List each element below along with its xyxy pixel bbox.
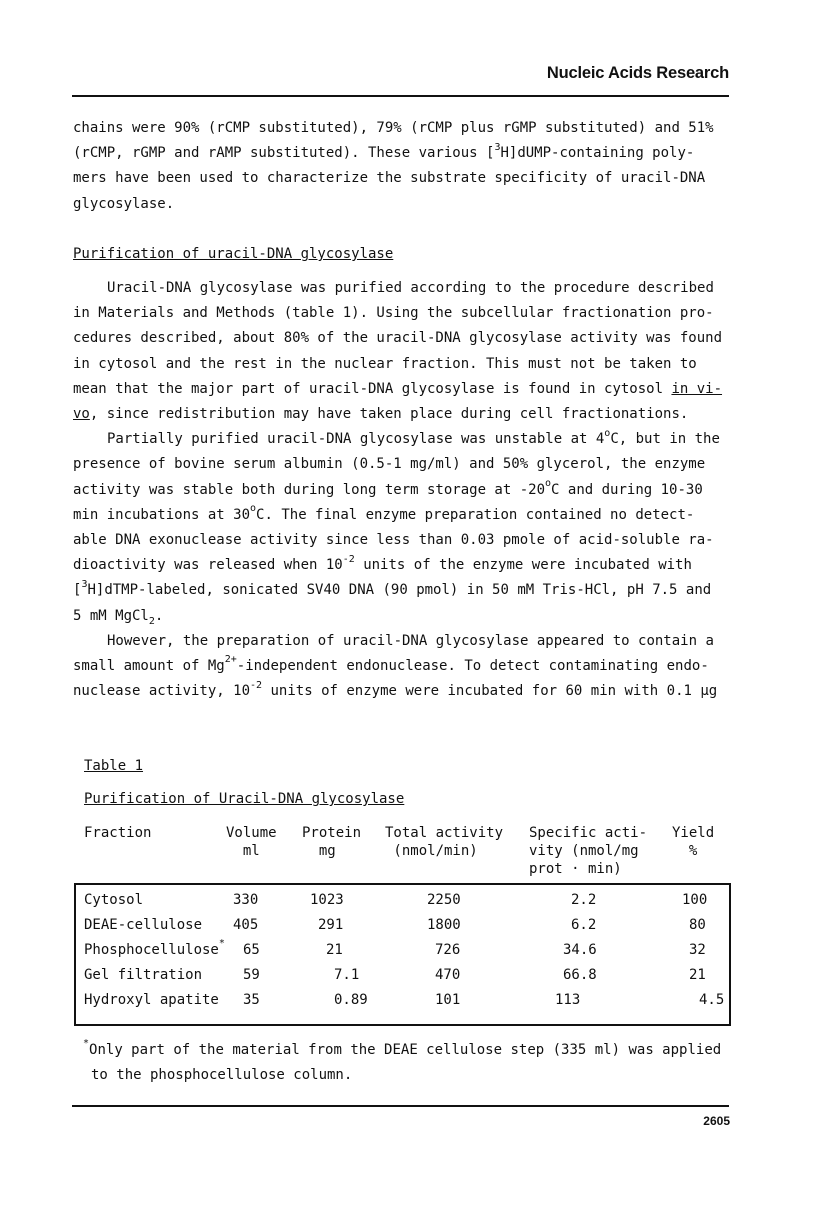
paragraph-substrates (73, 116, 733, 217)
cell-volume: 330 (233, 892, 259, 908)
cell-yield: 80 (689, 917, 706, 933)
footnote-marker: * (218, 938, 225, 950)
text-line: min incubations at 30$^o$C. The final enzyme preparation contained no detect- (73, 503, 695, 523)
journal-title: Nucleic Acids Research (546, 64, 729, 82)
text-line: *Only part of the material from the DEAE cellulose step (335 ml) was applied (83, 1038, 722, 1058)
text-line: Uracil-DNA glycosylase was purified according to the procedure described (107, 280, 714, 296)
text-line: Partially purified uracil-DNA glycosylase was unstable at 4$^o$C, but in the (107, 427, 720, 448)
text-line: chains were 90% (rCMP substituted), 79% (rCMP plus rGMP substituted) and 51% (73, 120, 714, 136)
text-line: 5 mM MgCl$_2$. (73, 607, 164, 628)
cell-fraction: Phosphocellulose* (84, 938, 225, 958)
cell-yield: 4.5 (699, 992, 725, 1008)
column-header-yield: Yield % (672, 825, 715, 859)
cell-total-activity: 726 (435, 942, 461, 958)
text-line: in Materials and Methods (table 1). Using the subcellular fractionation pro- (73, 305, 714, 322)
cell-protein: 291 (318, 917, 344, 933)
cell-specific-activity: 66.8 (563, 967, 597, 983)
text-line: mean that the major part of uracil-DNA glycosylase is found in cytosol in vi- (73, 380, 723, 397)
cell-volume: 405 (233, 917, 259, 933)
column-header-total-activity: Total activity (nmol/min) (385, 825, 504, 859)
paragraph-body (73, 276, 733, 704)
cell-total-activity: 2250 (427, 892, 461, 908)
column-header-protein: Protein mg (302, 825, 362, 859)
text-line: small amount of $Mg^{2+}$-independent endonuclease. To detect contaminating endo- (73, 654, 709, 675)
cell-fraction: Cytosol (84, 892, 144, 908)
cell-specific-activity: 34.6 (563, 942, 597, 958)
cell-specific-activity: 113 (555, 992, 581, 1008)
table-caption: Purification of Uracil-DNA glycosylase (84, 791, 405, 807)
cell-specific-activity: 2.2 (571, 892, 597, 908)
text-line: to the phosphocellulose column. (91, 1067, 353, 1083)
text-line: (rCMP, rGMP and rAMP substituted). These various [$^3$H]dUMP-containing poly- (73, 141, 695, 162)
text-line: mers have been used to characterize the substrate specificity of uracil-DNA (73, 170, 706, 187)
cell-protein: 7.1 (334, 967, 360, 983)
text-line: cedures described, about 80% of the uracil-DNA glycosylase activity was found (73, 330, 723, 347)
cell-yield: 21 (689, 967, 706, 983)
cell-volume: 35 (243, 992, 260, 1008)
cell-yield: 32 (689, 942, 706, 958)
footnote-marker: * (83, 1038, 90, 1050)
column-header-volume: Volume ml (226, 825, 277, 859)
cell-protein: 0.89 (334, 992, 368, 1008)
cell-total-activity: 101 (435, 992, 461, 1008)
page-number: 2605 (703, 1114, 730, 1128)
text-line: glycosylase. (73, 195, 175, 212)
header-rule (72, 95, 729, 97)
cell-specific-activity: 6.2 (571, 917, 597, 933)
section-heading: Purification of uracil-DNA glycosylase (73, 246, 394, 262)
footer-rule (72, 1105, 729, 1107)
cell-protein: 21 (326, 942, 343, 958)
column-header-fraction: Fraction (84, 825, 152, 841)
text-line: vo, since redistribution may have taken place during cell fractionations. (73, 406, 689, 423)
text-line: able DNA exonuclease activity since less than 0.03 pmole of acid-soluble ra- (73, 532, 714, 549)
cell-volume: 59 (243, 967, 260, 983)
text-line: nuclease activity, $10^{-2}$ units of enzyme were incubated for 60 min with 0.1 µg (73, 679, 718, 700)
text-line: presence of bovine serum albumin (0.5-1 mg/ml) and 50% glycerol, the enzyme (73, 456, 706, 473)
table-footnote (83, 1038, 721, 1088)
text-line: dioactivity was released when $10^{-2}$ units of the enzyme were incubated with (73, 553, 692, 574)
cell-total-activity: 470 (435, 967, 461, 983)
text-line: However, the preparation of uracil-DNA glycosylase appeared to contain a (107, 632, 714, 649)
cell-fraction: Hydroxyl apatite (84, 992, 219, 1008)
text-line: in cytosol and the rest in the nuclear fraction. This must not be taken to (73, 355, 697, 372)
column-header-specific-activity: Specific acti- vity (nmol/mg prot · min) (529, 825, 648, 877)
table-label: Table 1 (84, 758, 144, 774)
cell-protein: 1023 (310, 892, 344, 908)
cell-fraction: Gel filtration (84, 967, 203, 983)
cell-fraction: DEAE-cellulose (84, 917, 203, 933)
text-line: [$^3$H]dTMP-labeled, sonicated SV40 DNA (90 pmol) in 50 mM Tris-HCl, pH 7.5 and (73, 578, 712, 599)
cell-yield: 100 (682, 892, 708, 908)
cell-total-activity: 1800 (427, 917, 461, 933)
text-line: activity was stable both during long term storage at -20$^o$C and during 10-30 (73, 477, 703, 498)
cell-volume: 65 (243, 942, 260, 958)
